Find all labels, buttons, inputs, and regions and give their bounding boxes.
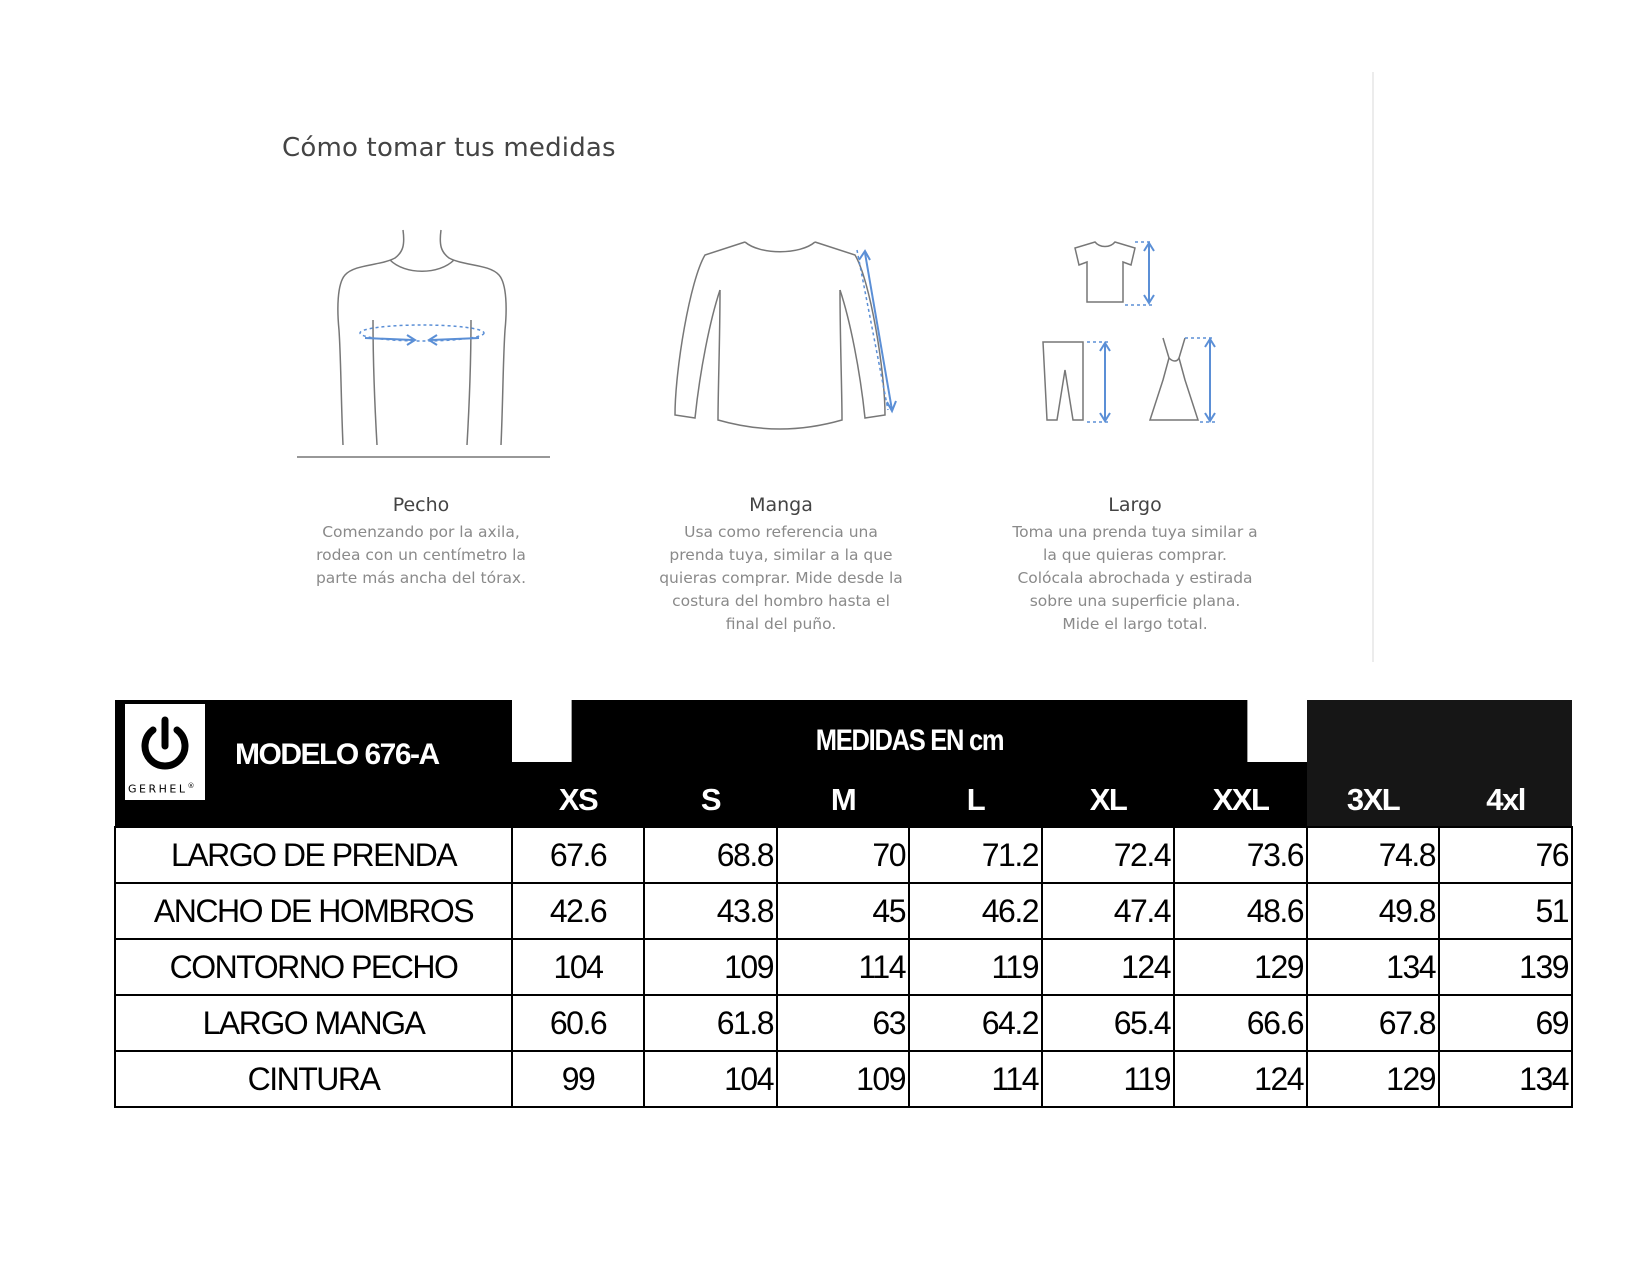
table-cell: 129 bbox=[1307, 1051, 1439, 1107]
caption-line: Colócala abrochada y estirada bbox=[1017, 569, 1253, 587]
table-cell: 45 bbox=[777, 883, 909, 939]
row-label: LARGO MANGA bbox=[115, 995, 512, 1051]
caption-line: prenda tuya, similar a la que bbox=[669, 546, 893, 564]
table-cell: 134 bbox=[1307, 939, 1439, 995]
caption-line: final del puño. bbox=[725, 615, 837, 633]
table-cell: 109 bbox=[644, 939, 777, 995]
caption-text bbox=[990, 521, 1280, 636]
size-header: S bbox=[644, 762, 777, 827]
caption-line: parte más ancha del tórax. bbox=[315, 569, 527, 587]
size-header: XXL bbox=[1174, 762, 1307, 827]
size-chart-table bbox=[114, 700, 1573, 1108]
caption-line: Toma una prenda tuya similar a bbox=[1012, 523, 1258, 541]
table-cell: 70 bbox=[777, 827, 909, 883]
vertical-divider bbox=[1372, 72, 1374, 662]
table-cell: 134 bbox=[1439, 1051, 1572, 1107]
model-title: MODELO 676-A bbox=[235, 738, 439, 771]
length-measure-icon bbox=[1035, 220, 1235, 430]
table-cell: 66.6 bbox=[1174, 995, 1307, 1051]
brand-cell bbox=[115, 700, 512, 827]
table-cell: 65.4 bbox=[1042, 995, 1174, 1051]
table-cell: 119 bbox=[909, 939, 1042, 995]
table-cell: 139 bbox=[1439, 939, 1572, 995]
table-row bbox=[115, 827, 1572, 883]
table-cell: 109 bbox=[777, 1051, 909, 1107]
caption-heading: Largo bbox=[1108, 494, 1162, 516]
table-cell: 114 bbox=[777, 939, 909, 995]
table-header-top bbox=[115, 700, 1572, 762]
power-icon bbox=[137, 716, 193, 776]
table-cell: 73.6 bbox=[1174, 827, 1307, 883]
table-cell: 72.4 bbox=[1042, 827, 1174, 883]
caption-line: costura del hombro hasta el bbox=[672, 592, 890, 610]
table-cell: 114 bbox=[909, 1051, 1042, 1107]
table-row bbox=[115, 995, 1572, 1051]
caption-heading: Manga bbox=[749, 494, 813, 516]
chest-measure-icon bbox=[295, 220, 555, 460]
size-header: 3XL bbox=[1307, 762, 1439, 827]
header-spacer bbox=[1307, 700, 1572, 762]
caption-line: Mide el largo total. bbox=[1062, 615, 1208, 633]
table-cell: 69 bbox=[1439, 995, 1572, 1051]
table-cell: 51 bbox=[1439, 883, 1572, 939]
size-header: XL bbox=[1042, 762, 1174, 827]
caption-line: sobre una superficie plana. bbox=[1029, 592, 1241, 610]
row-label: ANCHO DE HOMBROS bbox=[115, 883, 512, 939]
caption-chest bbox=[281, 494, 561, 590]
table-cell: 49.8 bbox=[1307, 883, 1439, 939]
table-cell: 48.6 bbox=[1174, 883, 1307, 939]
table-cell: 68.8 bbox=[644, 827, 777, 883]
caption-text bbox=[281, 521, 561, 590]
table-row bbox=[115, 1051, 1572, 1107]
caption-line: Usa como referencia una bbox=[684, 523, 878, 541]
units-header: MEDIDAS EN cm bbox=[572, 700, 1248, 762]
table-row bbox=[115, 939, 1572, 995]
table-cell: 42.6 bbox=[512, 883, 644, 939]
row-label: LARGO DE PRENDA bbox=[115, 827, 512, 883]
table-cell: 67.6 bbox=[512, 827, 644, 883]
size-header: XS bbox=[512, 762, 644, 827]
table-cell: 64.2 bbox=[909, 995, 1042, 1051]
size-header: L bbox=[909, 762, 1042, 827]
table-cell: 60.6 bbox=[512, 995, 644, 1051]
table-cell: 99 bbox=[512, 1051, 644, 1107]
caption-line: rodea con un centímetro la bbox=[316, 546, 526, 564]
table-cell: 67.8 bbox=[1307, 995, 1439, 1051]
table-cell: 47.4 bbox=[1042, 883, 1174, 939]
table-cell: 46.2 bbox=[909, 883, 1042, 939]
size-header: 4xl bbox=[1439, 762, 1572, 827]
brand-name: GERHEL® bbox=[128, 782, 195, 796]
table-cell: 74.8 bbox=[1307, 827, 1439, 883]
table-cell: 104 bbox=[644, 1051, 777, 1107]
brand-logo bbox=[125, 704, 205, 800]
table-cell: 76 bbox=[1439, 827, 1572, 883]
table-cell: 124 bbox=[1174, 1051, 1307, 1107]
caption-heading: Pecho bbox=[392, 494, 450, 516]
row-label: CINTURA bbox=[115, 1051, 512, 1107]
caption-length bbox=[990, 494, 1280, 636]
caption-line: Comenzando por la axila, bbox=[322, 523, 520, 541]
row-label: CONTORNO PECHO bbox=[115, 939, 512, 995]
size-header: M bbox=[777, 762, 909, 827]
table-cell: 61.8 bbox=[644, 995, 777, 1051]
table-row bbox=[115, 883, 1572, 939]
table-cell: 119 bbox=[1042, 1051, 1174, 1107]
table-cell: 43.8 bbox=[644, 883, 777, 939]
caption-line: la que quieras comprar. bbox=[1043, 546, 1227, 564]
table-cell: 71.2 bbox=[909, 827, 1042, 883]
caption-line: quieras comprar. Mide desde la bbox=[659, 569, 903, 587]
sleeve-measure-icon bbox=[670, 220, 910, 440]
caption-text bbox=[636, 521, 926, 636]
guide-title: Cómo tomar tus medidas bbox=[282, 133, 616, 163]
caption-sleeve bbox=[636, 494, 926, 636]
table-cell: 104 bbox=[512, 939, 644, 995]
table-cell: 124 bbox=[1042, 939, 1174, 995]
table-cell: 129 bbox=[1174, 939, 1307, 995]
table-cell: 63 bbox=[777, 995, 909, 1051]
